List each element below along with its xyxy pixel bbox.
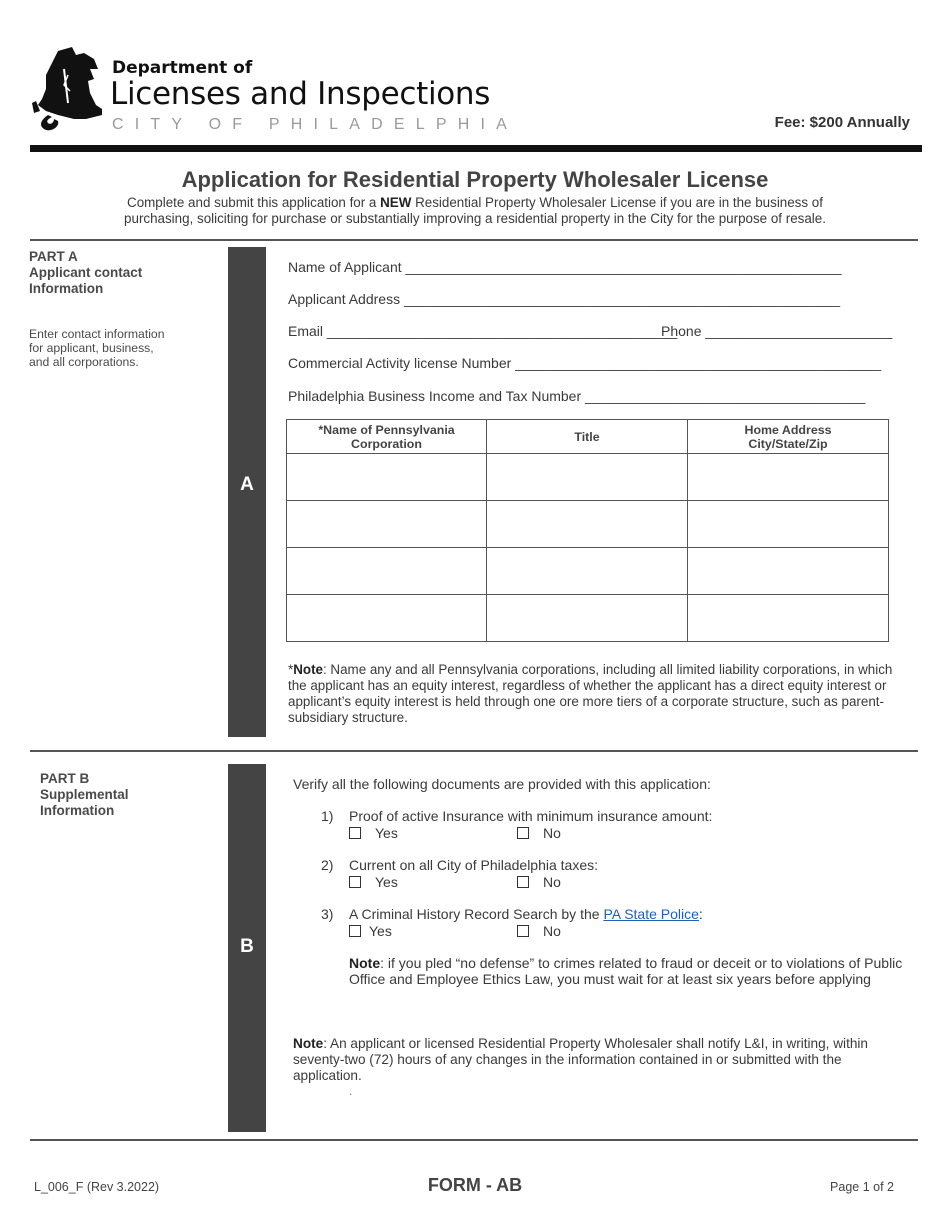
table-cell[interactable] <box>487 501 688 548</box>
criminal-history-question: A Criminal History Record Search by the PA State Police: <box>349 906 703 922</box>
corporation-table <box>286 419 889 642</box>
phone-field[interactable]: Phone ________________________ <box>661 323 893 339</box>
column-header-title: Title <box>487 420 688 454</box>
table-row <box>287 501 889 548</box>
table-header-row <box>287 420 889 454</box>
verify-instruction: Verify all the following documents are provided with this application: <box>293 776 711 792</box>
checkbox-icon <box>517 925 529 937</box>
table-cell[interactable] <box>287 454 487 501</box>
column-header-corporation: *Name of Pennsylvania Corporation <box>287 420 487 454</box>
table-cell[interactable] <box>287 595 487 642</box>
insurance-question: Proof of active Insurance with minimum insurance amount: <box>349 808 713 824</box>
table-row <box>287 548 889 595</box>
taxes-no-checkbox[interactable]: No <box>517 874 561 890</box>
item-number: 2) <box>321 857 334 873</box>
corporation-note: *Note: Name any and all Pennsylvania corporations, including all limited liability corporations, in which the applicant has an equity interest, regardless of whether the applicant has a direct equity interest or applicant’s equity interest is held through one ore more tiers of a corporate structure, such as parent-subsidiary structure. <box>288 662 893 725</box>
page-title: Application for Residential Property Wholesaler License <box>181 167 769 192</box>
table-cell[interactable] <box>688 548 889 595</box>
criminal-history-no-checkbox[interactable]: No <box>517 923 561 939</box>
item-number: 1) <box>321 808 334 824</box>
part-a-label: PART A Applicant contact Information <box>29 249 143 296</box>
item-number: 3) <box>321 906 334 922</box>
applicant-address-field[interactable]: Applicant Address ________________________________________________________ <box>288 291 840 307</box>
insurance-yes-checkbox[interactable]: Yes <box>349 825 398 841</box>
department-name: Licenses and Inspections <box>110 76 491 112</box>
table-cell[interactable] <box>688 454 889 501</box>
column-header-home-address: Home Address City/State/Zip <box>688 420 889 454</box>
taxes-question: Current on all City of Philadelphia taxes: <box>349 857 599 873</box>
criminal-history-yes-checkbox[interactable]: Yes <box>349 923 392 939</box>
city-name: CITY OF PHILADELPHIA <box>112 116 518 133</box>
table-cell[interactable] <box>287 548 487 595</box>
part-a-description: Enter contact information for applicant, business, and all corporations. <box>29 327 165 369</box>
table-cell[interactable] <box>487 454 688 501</box>
liberty-bell-logo-icon <box>28 45 106 137</box>
table-cell[interactable] <box>287 501 487 548</box>
checkbox-icon <box>349 925 361 937</box>
email-field[interactable]: Email _____________________________________________ <box>288 323 678 339</box>
page-number: Page 1 of 2 <box>830 1180 894 1194</box>
table-cell[interactable] <box>688 501 889 548</box>
table-cell[interactable] <box>487 548 688 595</box>
form-revision: L_006_F (Rev 3.2022) <box>34 1180 160 1194</box>
part-b-band-letter: B <box>240 936 254 957</box>
checkbox-icon <box>517 876 529 888</box>
department-label: Department of <box>112 58 253 78</box>
commercial-activity-license-field[interactable]: Commercial Activity license Number _______________________________________________ <box>288 355 882 371</box>
section-divider <box>30 750 918 752</box>
table-cell[interactable] <box>688 595 889 642</box>
part-a-band-letter: A <box>240 474 254 495</box>
pa-state-police-link[interactable]: PA State Police <box>603 906 699 922</box>
table-cell[interactable] <box>487 595 688 642</box>
taxes-yes-checkbox[interactable]: Yes <box>349 874 398 890</box>
table-row <box>287 595 889 642</box>
stray-dot: . <box>349 1084 353 1098</box>
part-b-label: PART B Supplemental Information <box>40 771 129 818</box>
insurance-no-checkbox[interactable]: No <box>517 825 561 841</box>
business-income-tax-number-field[interactable]: Philadelphia Business Income and Tax Number ____________________________________ <box>288 388 866 404</box>
checkbox-icon <box>349 827 361 839</box>
header-divider <box>30 145 922 152</box>
notification-note: Note: An applicant or licensed Residential Property Wholesaler shall notify L&I, in writing, within seventy-two (72) hours of any changes in the information contained in or submitted with the application. <box>293 1036 868 1083</box>
checkbox-icon <box>349 876 361 888</box>
intro-text: Complete and submit this application for a NEW Residential Property Wholesaler License if you are in the business of purchasing, soliciting for purchase or substantially improving a residential property in the City for the purpose of resale. <box>124 195 826 226</box>
fee-label: Fee: $200 Annually <box>774 114 910 131</box>
form-name: FORM - AB <box>427 1175 523 1195</box>
section-divider <box>30 239 918 241</box>
table-row <box>287 454 889 501</box>
section-divider <box>30 1139 918 1141</box>
checkbox-icon <box>517 827 529 839</box>
criminal-history-note: Note: if you pled “no defense” to crimes related to fraud or deceit or to violations of Public Office and Employee Ethics Law, you must wait for at least six years before applying <box>349 955 903 987</box>
applicant-name-field[interactable]: Name of Applicant ________________________________________________________ <box>288 259 842 275</box>
